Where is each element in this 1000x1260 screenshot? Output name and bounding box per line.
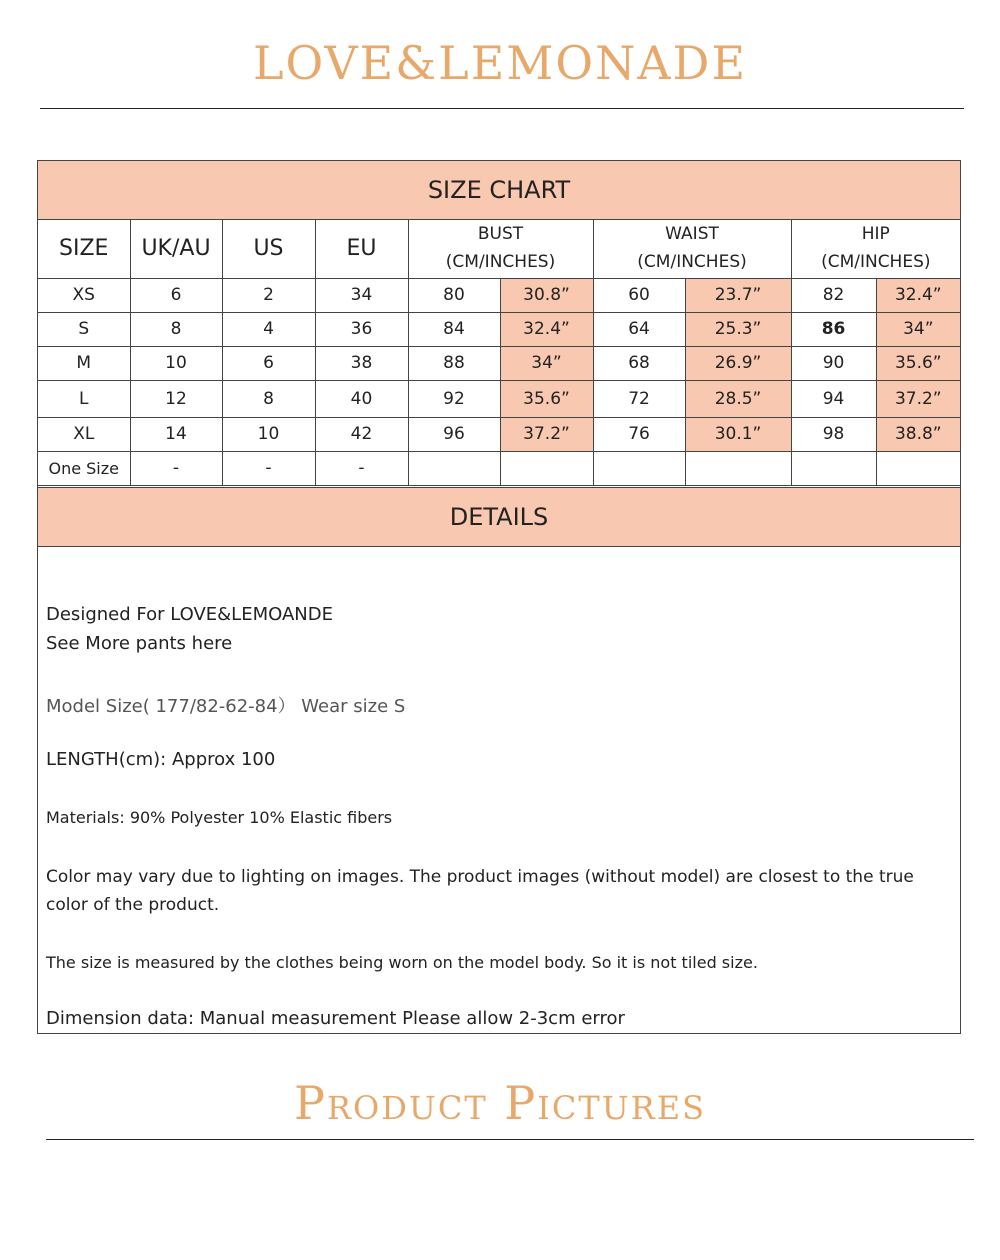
cell-hip-in — [876, 451, 960, 485]
cell-hip-cm: 82 — [791, 278, 876, 312]
cell-ukau: 8 — [130, 312, 222, 346]
cell-hip-in: 35.6” — [876, 346, 960, 380]
materials-text: Materials: 90% Polyester 10% Elastic fibers — [46, 808, 393, 827]
cell-hip-in: 38.8” — [876, 417, 960, 451]
footer-divider — [46, 1139, 974, 1140]
model-size-text: Model Size( 177/82-62-84） Wear size S — [46, 696, 406, 717]
cell-us: 4 — [222, 312, 315, 346]
cell-size: XS — [38, 278, 130, 312]
cell-hip-cm — [791, 451, 876, 485]
cell-bust-in: 30.8” — [500, 278, 593, 312]
cell-waist-cm: 76 — [593, 417, 685, 451]
cell-size: L — [38, 380, 130, 417]
cell-waist-in: 26.9” — [685, 346, 791, 380]
cell-hip-cm: 90 — [791, 346, 876, 380]
table-row — [38, 451, 960, 485]
header-divider — [40, 108, 964, 109]
cell-bust-in: 35.6” — [500, 380, 593, 417]
color-note-text: Color may vary due to lighting on images. The product images (without model) are closest to the true color of the product. — [46, 867, 914, 915]
header-bust-label: BUST — [477, 224, 524, 245]
table-row — [38, 417, 960, 451]
header-bust-unit: (CM/INCHES) — [445, 252, 556, 273]
cell-us: 8 — [222, 380, 315, 417]
cell-eu: 36 — [315, 312, 408, 346]
length-text: LENGTH(cm): Approx 100 — [46, 749, 276, 770]
cell-eu: 40 — [315, 380, 408, 417]
cell-waist-in: 30.1” — [685, 417, 791, 451]
see-more-link[interactable]: See More pants here — [46, 633, 233, 654]
cell-bust-cm: 96 — [408, 417, 500, 451]
cell-waist-cm — [593, 451, 685, 485]
designed-for-text: Designed For LOVE&LEMOANDE — [46, 604, 333, 625]
cell-us: 2 — [222, 278, 315, 312]
cell-size: XL — [38, 417, 130, 451]
cell-bust-in: 32.4” — [500, 312, 593, 346]
cell-us: 10 — [222, 417, 315, 451]
cell-waist-cm: 72 — [593, 380, 685, 417]
cell-size: S — [38, 312, 130, 346]
table-row — [38, 346, 960, 380]
cell-waist-in: 28.5” — [685, 380, 791, 417]
header-ukau: UK/AU — [130, 219, 222, 278]
cell-eu: 42 — [315, 417, 408, 451]
cell-eu: - — [315, 451, 408, 485]
cell-bust-cm: 84 — [408, 312, 500, 346]
cell-hip-in: 32.4” — [876, 278, 960, 312]
brand-logo: LOVE&LEMONADE — [252, 36, 748, 90]
cell-us: - — [222, 451, 315, 485]
cell-waist-in: 25.3” — [685, 312, 791, 346]
dimension-note-text: Dimension data: Manual measurement Please allow 2-3cm error — [46, 1008, 625, 1029]
cell-waist-cm: 68 — [593, 346, 685, 380]
cell-bust-in — [500, 451, 593, 485]
cell-waist-in: 23.7” — [685, 278, 791, 312]
cell-ukau: 10 — [130, 346, 222, 380]
header-waist-unit: (CM/INCHES) — [637, 252, 747, 273]
cell-ukau: 14 — [130, 417, 222, 451]
header-hip — [791, 219, 960, 278]
cell-size: M — [38, 346, 130, 380]
cell-bust-in: 34” — [500, 346, 593, 380]
cell-ukau: 12 — [130, 380, 222, 417]
cell-ukau: 6 — [130, 278, 222, 312]
cell-hip-in: 34” — [876, 312, 960, 346]
size-chart-table — [38, 219, 960, 486]
header-us: US — [222, 219, 315, 278]
header-hip-unit: (CM/INCHES) — [821, 252, 931, 273]
cell-bust-cm: 92 — [408, 380, 500, 417]
header-waist-label: WAIST — [665, 224, 719, 245]
cell-bust-in: 37.2” — [500, 417, 593, 451]
table-row — [38, 278, 960, 312]
cell-eu: 34 — [315, 278, 408, 312]
size-chart-title: SIZE CHART — [38, 161, 960, 220]
cell-hip-cm: 86 — [791, 312, 876, 346]
cell-us: 6 — [222, 346, 315, 380]
cell-bust-cm: 88 — [408, 346, 500, 380]
header-bust — [408, 219, 593, 278]
header-eu: EU — [315, 219, 408, 278]
cell-bust-cm: 80 — [408, 278, 500, 312]
cell-eu: 38 — [315, 346, 408, 380]
cell-waist-in — [685, 451, 791, 485]
cell-hip-cm: 94 — [791, 380, 876, 417]
cell-hip-in: 37.2” — [876, 380, 960, 417]
cell-waist-cm: 64 — [593, 312, 685, 346]
product-pictures-title: Product Pictures — [293, 1076, 707, 1130]
table-row — [38, 380, 960, 417]
header-waist — [593, 219, 791, 278]
measure-note-text: The size is measured by the clothes being worn on the model body. So it is not tiled size. — [46, 953, 758, 972]
cell-ukau: - — [130, 451, 222, 485]
header-hip-label: HIP — [861, 224, 890, 245]
table-row — [38, 312, 960, 346]
cell-bust-cm — [408, 451, 500, 485]
cell-size: One Size — [38, 451, 130, 485]
header-size: SIZE — [38, 219, 130, 278]
cell-hip-cm: 98 — [791, 417, 876, 451]
cell-waist-cm: 60 — [593, 278, 685, 312]
details-title: DETAILS — [38, 487, 960, 547]
